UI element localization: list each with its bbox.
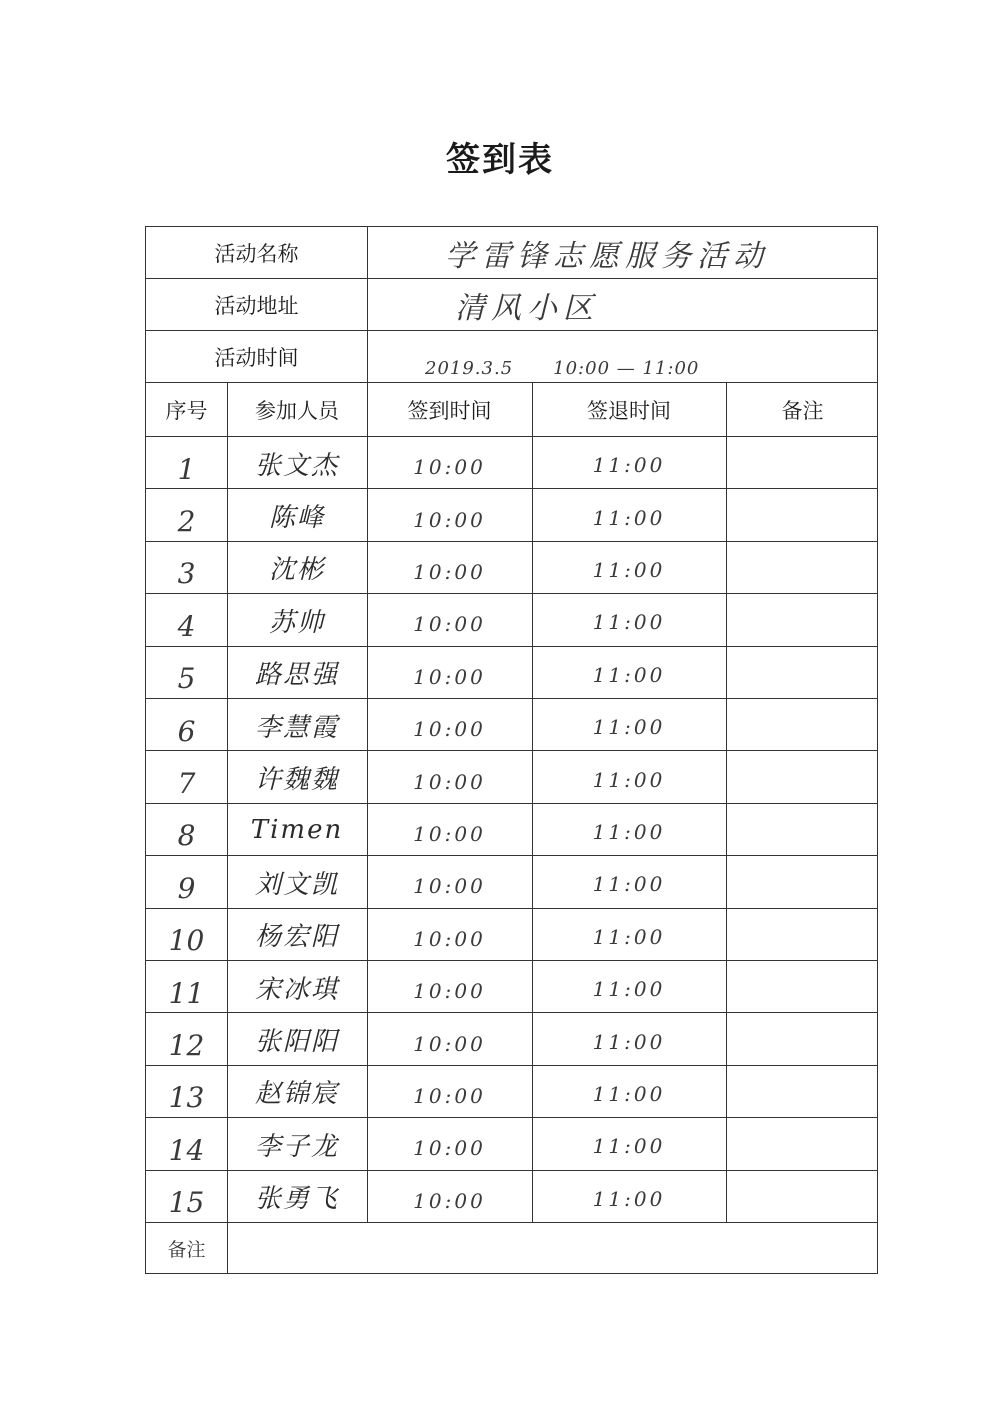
table-row xyxy=(146,1066,877,1118)
activity-address-label: 活动地址 xyxy=(214,294,299,318)
row-checkin-time: 10:00 xyxy=(413,821,486,846)
row-note xyxy=(726,1171,879,1223)
table-row xyxy=(146,804,877,856)
row-note xyxy=(726,1066,879,1118)
row-person-signature: 赵锦宸 xyxy=(254,1079,339,1110)
info-row-time xyxy=(146,331,877,383)
row-checkout-time: 11:00 xyxy=(592,505,666,530)
row-seq: 1 xyxy=(177,452,196,486)
row-note xyxy=(726,961,879,1013)
row-checkout-time: 11:00 xyxy=(592,610,666,635)
row-person-signature: 苏帅 xyxy=(268,607,325,638)
row-note xyxy=(726,751,879,803)
row-checkout-time: 11:00 xyxy=(592,1081,666,1106)
table-row xyxy=(146,751,877,803)
row-note xyxy=(726,804,879,856)
row-note xyxy=(726,1013,879,1065)
row-note xyxy=(726,647,879,699)
row-checkout-time: 11:00 xyxy=(592,1186,666,1211)
row-checkin-time: 10:00 xyxy=(413,717,486,742)
row-person-signature: 沈彬 xyxy=(268,555,325,586)
row-note xyxy=(726,489,879,541)
row-checkin-time: 10:00 xyxy=(413,455,486,480)
row-seq: 2 xyxy=(177,505,196,539)
row-seq: 9 xyxy=(177,871,196,905)
col-checkout: 签退时间 xyxy=(587,399,671,423)
table-row xyxy=(146,542,877,594)
row-note xyxy=(726,856,879,908)
info-row-name xyxy=(146,227,877,279)
row-person-signature: Timen xyxy=(250,814,344,845)
row-checkin-time: 10:00 xyxy=(413,612,486,637)
col-person: 参加人员 xyxy=(255,399,339,423)
row-checkin-time: 10:00 xyxy=(413,769,486,794)
table-row xyxy=(146,699,877,751)
row-checkout-time: 11:00 xyxy=(592,715,666,740)
sign-in-sheet xyxy=(145,226,878,1274)
table-row xyxy=(146,437,877,489)
row-person-signature: 张文杰 xyxy=(254,450,339,481)
table-row xyxy=(146,1118,877,1170)
row-checkin-time: 10:00 xyxy=(413,1083,486,1108)
row-checkout-time: 11:00 xyxy=(592,819,666,844)
row-checkin-time: 10:00 xyxy=(413,1188,486,1213)
row-seq: 12 xyxy=(168,1029,205,1063)
row-checkin-time: 10:00 xyxy=(413,507,486,532)
row-person-signature: 陈峰 xyxy=(268,503,325,534)
activity-address-value: 清风小区 xyxy=(455,291,599,326)
row-checkout-time: 11:00 xyxy=(592,1029,666,1054)
page-title: 签到表 xyxy=(446,140,554,180)
col-note: 备注 xyxy=(781,399,824,423)
table-row xyxy=(146,647,877,699)
activity-time-label: 活动时间 xyxy=(214,346,299,370)
info-row-address xyxy=(146,279,877,331)
footer-note-value xyxy=(227,1223,879,1273)
row-person-signature: 李慧霞 xyxy=(254,712,339,743)
row-checkin-time: 10:00 xyxy=(413,1031,486,1056)
activity-time-value xyxy=(367,331,879,383)
activity-name-value: 学雷锋志愿服务活动 xyxy=(445,239,769,274)
row-seq: 15 xyxy=(168,1186,205,1220)
row-seq: 6 xyxy=(177,714,196,748)
row-checkout-time: 11:00 xyxy=(592,453,666,478)
row-note xyxy=(726,909,879,961)
row-note xyxy=(726,542,879,594)
row-seq: 14 xyxy=(168,1133,205,1167)
activity-time-range: 10:00 — 11:00 xyxy=(553,357,700,379)
row-checkin-time: 10:00 xyxy=(413,926,486,951)
row-note xyxy=(726,437,879,489)
row-checkout-time: 11:00 xyxy=(592,924,666,949)
row-checkin-time: 10:00 xyxy=(413,874,486,899)
row-checkout-time: 11:00 xyxy=(592,557,666,582)
table-row xyxy=(146,1171,877,1223)
col-seq: 序号 xyxy=(165,399,208,423)
table-header xyxy=(146,383,877,437)
table-row xyxy=(146,909,877,961)
footer-row xyxy=(146,1223,877,1273)
row-person-signature: 许魏魏 xyxy=(254,765,339,796)
table-row xyxy=(146,594,877,646)
row-seq: 11 xyxy=(168,976,205,1010)
row-person-signature: 刘文凯 xyxy=(254,869,339,900)
footer-note-label: 备注 xyxy=(167,1238,206,1261)
row-person-signature: 张勇飞 xyxy=(254,1184,339,1215)
row-seq: 4 xyxy=(177,609,196,643)
row-seq: 13 xyxy=(168,1081,205,1115)
row-person-signature: 宋冰琪 xyxy=(254,974,339,1005)
row-checkout-time: 11:00 xyxy=(592,662,666,687)
table-row xyxy=(146,856,877,908)
row-person-signature: 路思强 xyxy=(254,660,339,691)
row-note xyxy=(726,1118,879,1170)
row-checkin-time: 10:00 xyxy=(413,1136,486,1161)
row-person-signature: 张阳阳 xyxy=(254,1027,339,1058)
row-checkout-time: 11:00 xyxy=(592,1134,666,1159)
row-checkout-time: 11:00 xyxy=(592,872,666,897)
row-checkin-time: 10:00 xyxy=(413,559,486,584)
col-checkin: 签到时间 xyxy=(407,399,492,423)
row-seq: 10 xyxy=(168,924,205,958)
row-checkin-time: 10:00 xyxy=(413,979,486,1004)
activity-date: 2019.3.5 xyxy=(425,357,514,379)
activity-name-label: 活动名称 xyxy=(214,242,299,266)
row-seq: 8 xyxy=(177,819,196,853)
row-checkin-time: 10:00 xyxy=(413,664,486,689)
row-seq: 3 xyxy=(177,557,196,591)
row-note xyxy=(726,699,879,751)
table-row xyxy=(146,489,877,541)
row-person-signature: 杨宏阳 xyxy=(254,922,339,953)
table-row xyxy=(146,1013,877,1065)
row-note xyxy=(726,594,879,646)
row-person-signature: 李子龙 xyxy=(254,1131,339,1162)
row-seq: 5 xyxy=(177,662,196,696)
row-checkout-time: 11:00 xyxy=(592,767,666,792)
row-checkout-time: 11:00 xyxy=(592,977,666,1002)
row-seq: 7 xyxy=(177,767,196,801)
table-row xyxy=(146,961,877,1013)
